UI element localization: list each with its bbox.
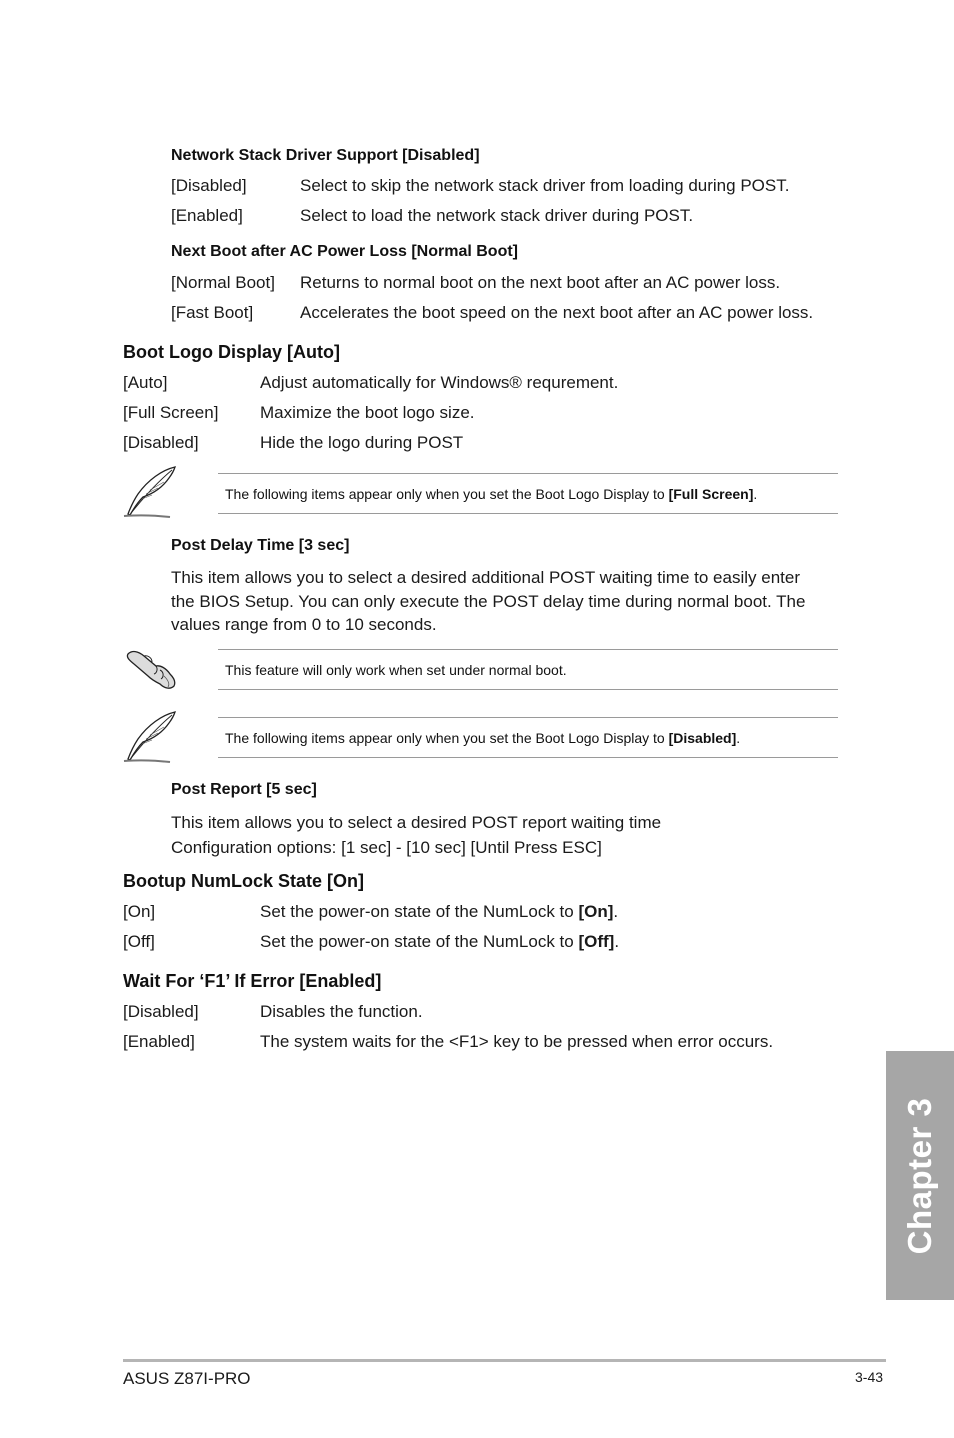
pointing-hand-icon — [124, 646, 180, 690]
network-stack-title: Network Stack Driver Support [Disabled] — [171, 147, 480, 164]
next-boot-title: Next Boot after AC Power Loss [Normal Boot] — [171, 243, 518, 260]
option-desc: Disables the function. — [260, 1002, 423, 1021]
option-desc: Select to skip the network stack driver from loading during POST. — [300, 176, 790, 195]
post-report-line: This item allows you to select a desired POST report waiting time — [171, 813, 662, 832]
option-label: [Enabled] — [123, 1032, 195, 1051]
footer-divider — [123, 1359, 886, 1362]
note-full-screen — [218, 473, 838, 514]
option-label: [On] — [123, 902, 156, 921]
feather-pen-icon — [122, 709, 180, 765]
option-desc — [260, 932, 619, 952]
option-desc: Hide the logo during POST — [260, 433, 464, 452]
footer-product: ASUS Z87I-PRO — [123, 1369, 251, 1388]
wait-f1-title: Wait For ‘F1’ If Error [Enabled] — [123, 971, 382, 991]
post-report-line: Configuration options: [1 sec] - [10 sec] [Until Press ESC] — [171, 838, 602, 857]
note-suffix: . — [753, 485, 758, 502]
option-desc: Maximize the boot logo size. — [260, 403, 475, 422]
note-bold: [Disabled] — [668, 729, 737, 746]
option-label: [Normal Boot] — [171, 273, 275, 292]
option-desc: The system waits for the <F1> key to be pressed when error occurs. — [260, 1032, 774, 1051]
post-delay-description — [171, 566, 861, 637]
option-label: [Full Screen] — [123, 403, 219, 422]
footer-page-number: 3-43 — [855, 1369, 884, 1385]
option-label: [Disabled] — [171, 176, 247, 195]
option-desc: Select to load the network stack driver during POST. — [300, 206, 694, 225]
post-delay-title: Post Delay Time [3 sec] — [171, 537, 350, 554]
desc-suffix: . — [614, 932, 620, 951]
post-report-title: Post Report [5 sec] — [171, 781, 317, 798]
boot-logo-title: Boot Logo Display [Auto] — [123, 342, 340, 362]
option-label: [Disabled] — [123, 1002, 199, 1021]
option-desc: Returns to normal boot on the next boot after an AC power loss. — [300, 273, 781, 292]
desc-text: Set the power-on state of the NumLock to — [260, 902, 579, 921]
numlock-title: Bootup NumLock State [On] — [123, 871, 364, 891]
option-label: [Auto] — [123, 373, 168, 392]
option-desc: Accelerates the boot speed on the next boot after an AC power loss. — [300, 303, 814, 322]
note-suffix: . — [736, 729, 741, 746]
desc-suffix: . — [613, 902, 619, 921]
option-label: [Fast Boot] — [171, 303, 254, 322]
option-label: [Disabled] — [123, 433, 199, 452]
option-label: [Off] — [123, 932, 155, 951]
post-report-description — [171, 810, 861, 860]
desc-text: Set the power-on state of the NumLock to — [260, 932, 579, 951]
chapter-tab — [886, 1051, 954, 1300]
post-delay-line: the BIOS Setup. You can only execute the POST delay time during normal boot. The — [171, 591, 806, 611]
option-desc: Adjust automatically for Windows® requrement. — [260, 373, 619, 392]
note-disabled — [218, 717, 838, 758]
desc-bold: [On] — [578, 902, 614, 921]
chapter-tab-label: Chapter 3 — [901, 1097, 938, 1254]
note-text: The following items appear only when you set the Boot Logo Display to — [225, 729, 669, 746]
desc-bold: [Off] — [578, 932, 615, 951]
option-desc — [260, 902, 618, 922]
post-delay-line: values range from 0 to 10 seconds. — [171, 615, 437, 634]
note-text: The following items appear only when you set the Boot Logo Display to — [225, 485, 669, 502]
post-delay-line: This item allows you to select a desired additional POST waiting time to easily enter — [171, 568, 800, 587]
feather-pen-icon — [122, 464, 180, 520]
note-normal-boot — [218, 649, 838, 690]
note-text: This feature will only work when set under normal boot. — [225, 661, 567, 678]
option-label: [Enabled] — [171, 206, 243, 225]
note-bold: [Full Screen] — [668, 485, 754, 502]
